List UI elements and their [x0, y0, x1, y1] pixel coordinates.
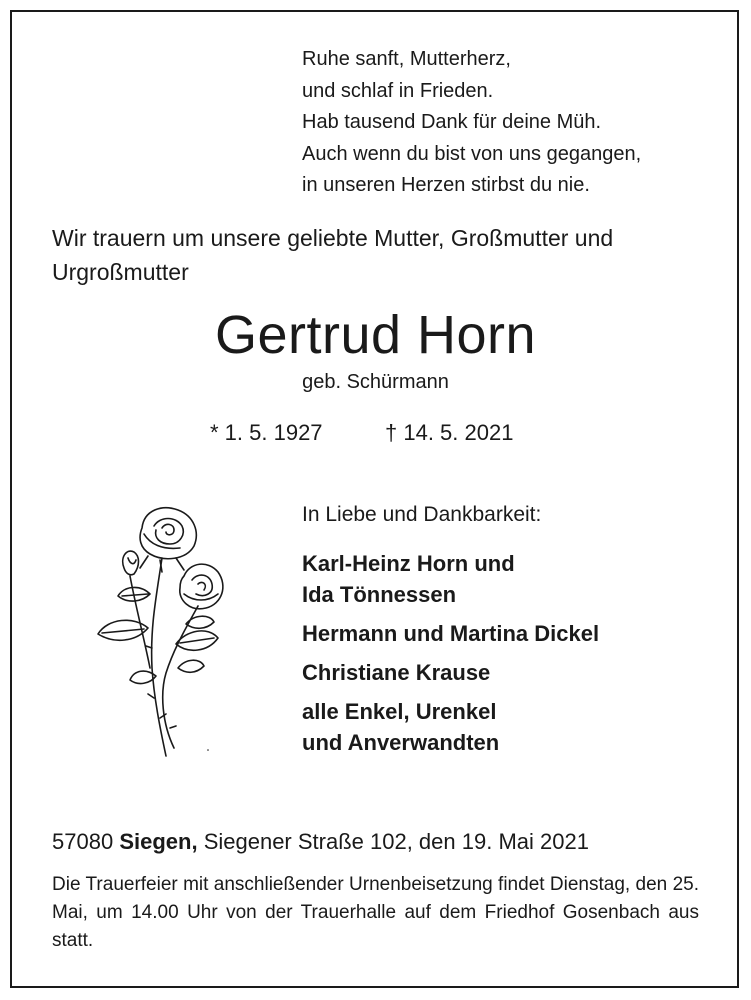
birth-date: * 1. 5. 1927	[210, 420, 323, 445]
mourner-line: Ida Tönnessen	[302, 582, 457, 607]
death-date: † 14. 5. 2021	[385, 420, 514, 445]
postcode: 57080	[52, 829, 114, 854]
birth-name: geb. Schürmann	[302, 371, 449, 393]
mourner-line: und Anverwandten	[302, 730, 500, 755]
thanks-line: In Liebe und Dankbarkeit:	[302, 503, 542, 526]
mourner-line: alle Enkel, Urenkel	[302, 699, 497, 724]
poem	[302, 44, 641, 202]
mourner-line: Hermann und Martina Dickel	[302, 621, 600, 646]
mourner-gap	[302, 688, 599, 696]
mourning-intro: Wir trauern um unsere geliebte Mutter, Großmutter und Urgroßmutter	[52, 225, 614, 285]
funeral-service-info: Die Trauerfeier mit anschließender Urnenbeisetzung findet Dienstag, den 25. Mai, um 14.00 Uhr von der Trauerhalle auf dem Friedhof Gosenbach aus statt.	[52, 874, 699, 951]
deceased-name: Gertrud Horn	[214, 305, 537, 365]
poem-line: Hab tausend Dank für deine Müh.	[302, 111, 602, 133]
rose-icon	[90, 498, 230, 766]
poem-line: und schlaf in Frieden.	[302, 79, 494, 102]
poem-line: Ruhe sanft, Mutterherz,	[302, 48, 511, 70]
mourner-gap	[302, 610, 599, 618]
address-rest: Siegener Straße 102, den 19. Mai 2021	[203, 829, 589, 854]
poem-line: Auch wenn du bist von uns gegangen,	[302, 142, 642, 165]
mourner-line: Christiane Krause	[302, 660, 491, 685]
address-line	[52, 826, 589, 858]
mourner-gap	[302, 649, 599, 657]
city: Siegen,	[119, 829, 198, 854]
mourner-line: Karl-Heinz Horn und	[302, 551, 515, 576]
poem-line: in unseren Herzen stirbst du nie.	[302, 174, 590, 196]
mourners-list	[302, 548, 599, 758]
